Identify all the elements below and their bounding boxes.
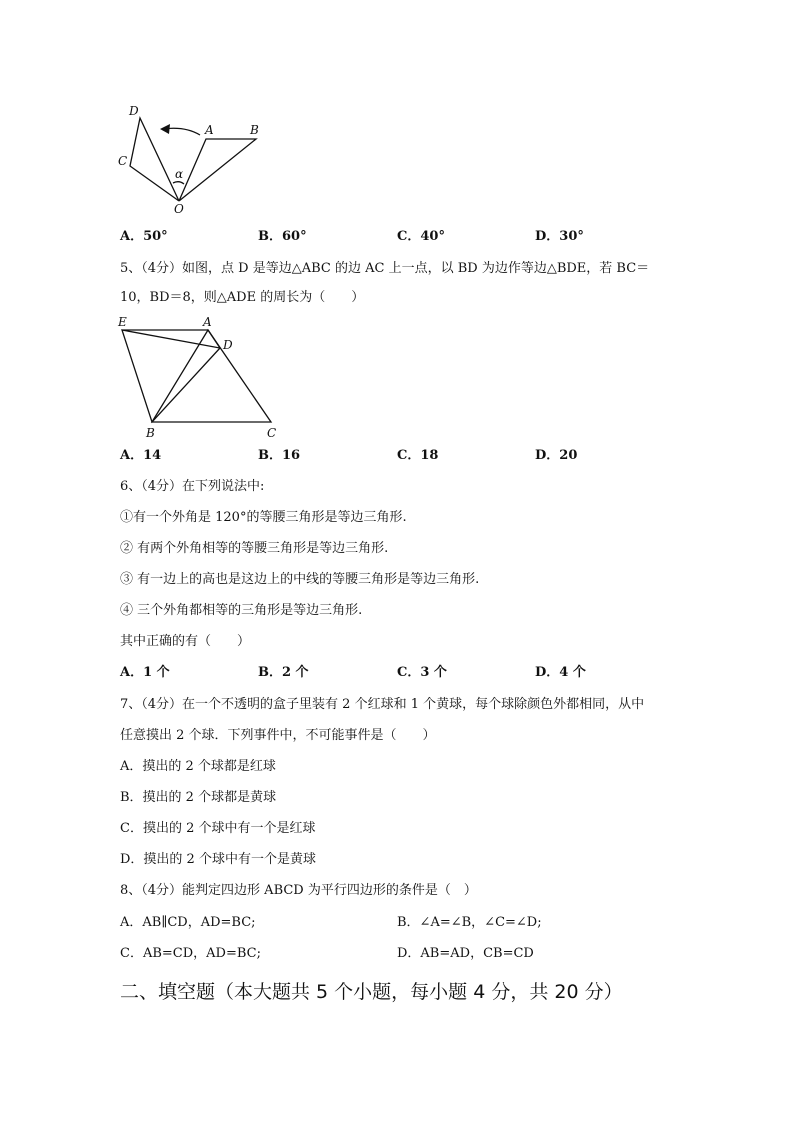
- label-alpha: α: [175, 167, 184, 181]
- figure-q5-triangles: [110, 312, 290, 442]
- q6-statement-4: ④ 三个外角都相等的三角形是等边三角形.: [120, 603, 363, 618]
- triangle-bde: [122, 330, 220, 422]
- q8-option-c: C．AB=CD，AD=BC;: [120, 946, 261, 961]
- quadrilateral-oab: [179, 139, 256, 201]
- q5-option-c: C．18: [397, 448, 439, 463]
- q8-option-d: D．AB=AD，CB=CD: [397, 946, 534, 961]
- q8-option-a: A．AB∥CD，AD=BC;: [120, 915, 256, 930]
- label-a: A: [205, 123, 214, 137]
- q7-option-a: A．摸出的 2 个球都是红球: [120, 759, 276, 774]
- q6-option-d: D．4 个: [535, 665, 586, 680]
- q4-option-a: A．50°: [120, 229, 168, 244]
- q4-option-d: D．30°: [535, 229, 584, 244]
- q6-statement-1: ①有一个外角是 120°的等腰三角形是等边三角形.: [120, 510, 407, 525]
- q8-option-b: B．∠A=∠B，∠C=∠D;: [397, 915, 542, 930]
- label-b: B: [146, 426, 155, 440]
- q5-stem-line1: 5、（4分）如图，点 D 是等边△ABC 的边 AC 上一点，以 BD 为边作等边△BDE，若 BC＝: [120, 261, 650, 276]
- label-c: C: [118, 154, 128, 168]
- segment-ad: [208, 330, 220, 348]
- label-d: D: [223, 338, 233, 352]
- q8-stem: 8、（4分）能判定四边形 ABCD 为平行四边形的条件是（ ）: [120, 883, 477, 898]
- q6-option-c: C．3 个: [397, 665, 447, 680]
- label-e: E: [118, 315, 127, 329]
- q7-stem-line2: 任意摸出 2 个球．下列事件中，不可能事件是（ ）: [120, 728, 436, 743]
- label-b: B: [250, 123, 259, 137]
- q6-statement-2: ② 有两个外角相等的等腰三角形是等边三角形.: [120, 541, 389, 556]
- q5-option-b: B．16: [258, 448, 301, 463]
- q6-option-b: B．2 个: [258, 665, 309, 680]
- q5-option-a: A．14: [120, 448, 162, 463]
- section-heading-fill-in: 二、填空题（本大题共 5 个小题，每小题 4 分，共 20 分）: [120, 981, 623, 1003]
- q6-option-a: A．1 个: [120, 665, 170, 680]
- q7-option-d: D．摸出的 2 个球中有一个是黄球: [120, 852, 316, 867]
- arrow-head-icon: [160, 124, 170, 134]
- q7-option-c: C．摸出的 2 个球中有一个是红球: [120, 821, 316, 836]
- q7-stem-line1: 7、（4分）在一个不透明的盒子里装有 2 个红球和 1 个黄球，每个球除颜色外都相同，从中: [120, 697, 645, 712]
- label-d: D: [129, 104, 139, 118]
- q6-stem: 6、（4分）在下列说法中:: [120, 479, 265, 494]
- label-c: C: [267, 426, 277, 440]
- q5-stem-line2: 10，BD＝8，则△ADE 的周长为（ ）: [120, 290, 365, 305]
- q7-option-b: B．摸出的 2 个球都是黄球: [120, 790, 277, 805]
- q5-option-d: D．20: [535, 448, 578, 463]
- q6-statement-3: ③ 有一边上的高也是这边上的中线的等腰三角形是等边三角形.: [120, 572, 480, 587]
- triangle-abc: [152, 330, 271, 422]
- label-a: A: [203, 315, 212, 329]
- q4-option-b: B．60°: [258, 229, 307, 244]
- angle-alpha-arc: [173, 182, 184, 184]
- label-o: O: [174, 202, 184, 216]
- quadrilateral-ocd: [130, 118, 179, 201]
- q4-option-c: C．40°: [397, 229, 445, 244]
- q6-question: 其中正确的有（ ）: [120, 634, 251, 649]
- figure-q4-rotation: [110, 98, 280, 216]
